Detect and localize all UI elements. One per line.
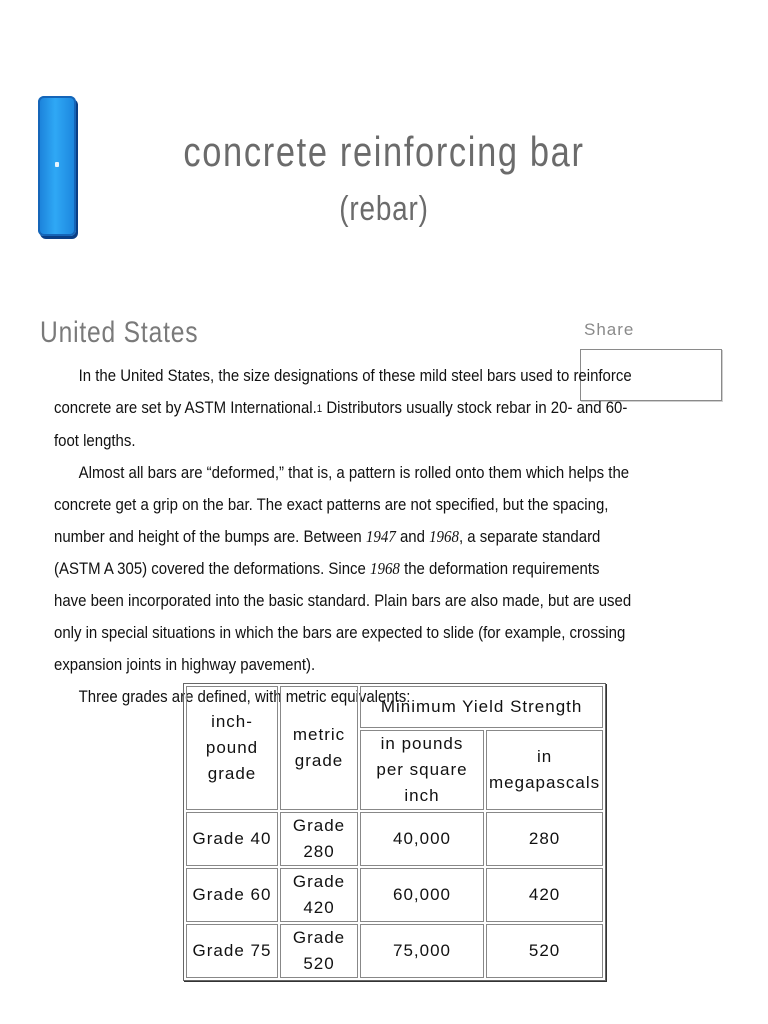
year-1947: 1947 [365, 527, 396, 546]
paragraph-2: Almost all bars are “deformed,” that is, a pattern is rolled onto them which helps the concrete get a grip on the bar. The exact patterns are not specified, but the spacing, number and height of the bumps are. Between 1947 and 1968, a separate standard (ASTM A 305) covered the deformations. Since 1968 the deformation requirements have been incorporated into the basic standard. Plain bars are also made, but are used only in special situations in which the bars are expected to slide (for example, crossing expansion joints in highway pavement). [54, 463, 632, 674]
table-cell: Grade 75 [186, 924, 278, 978]
table-cell: Grade 60 [186, 868, 278, 922]
table-cell: Grade 40 [186, 812, 278, 866]
section-heading: United States [40, 316, 199, 349]
logo-dot [55, 162, 59, 167]
page-subtitle: (rebar) [339, 190, 429, 228]
header-mpa: in megapascals [486, 730, 603, 810]
table-cell: 40,000 [360, 812, 484, 866]
table-cell: Grade 420 [280, 868, 358, 922]
year-1968: 1968 [369, 559, 400, 578]
header-min-yield: Minimum Yield Strength [360, 686, 603, 728]
table-cell: 75,000 [360, 924, 484, 978]
article-body [54, 360, 635, 713]
footnote-link[interactable]: 1 [316, 403, 323, 415]
share-label: Share [584, 320, 635, 339]
paragraph-3: Three grades are defined, with metric equivalents: [78, 687, 411, 706]
table-cell: 520 [486, 924, 603, 978]
table-row [186, 868, 603, 922]
year-1968: 1968 [429, 527, 459, 546]
table-row [186, 812, 603, 866]
page-title: concrete reinforcing bar [183, 128, 585, 175]
table-cell: 60,000 [360, 868, 484, 922]
grades-table [183, 683, 606, 981]
table-cell: 420 [486, 868, 603, 922]
table-cell: 280 [486, 812, 603, 866]
table-row [186, 924, 603, 978]
header-psi: in pounds per square inch [360, 730, 484, 810]
table-cell: Grade 520 [280, 924, 358, 978]
header-inch-pound: inch-pound grade [186, 686, 278, 810]
paragraph-1: In the United States, the size designations of these mild steel bars used to reinforce concrete are set by ASTM International.$^1$ Distributors usually stock rebar in 20- and 60-foot lengths. [54, 366, 632, 450]
table-cell: Grade 280 [280, 812, 358, 866]
header-metric: metric grade [280, 686, 358, 810]
